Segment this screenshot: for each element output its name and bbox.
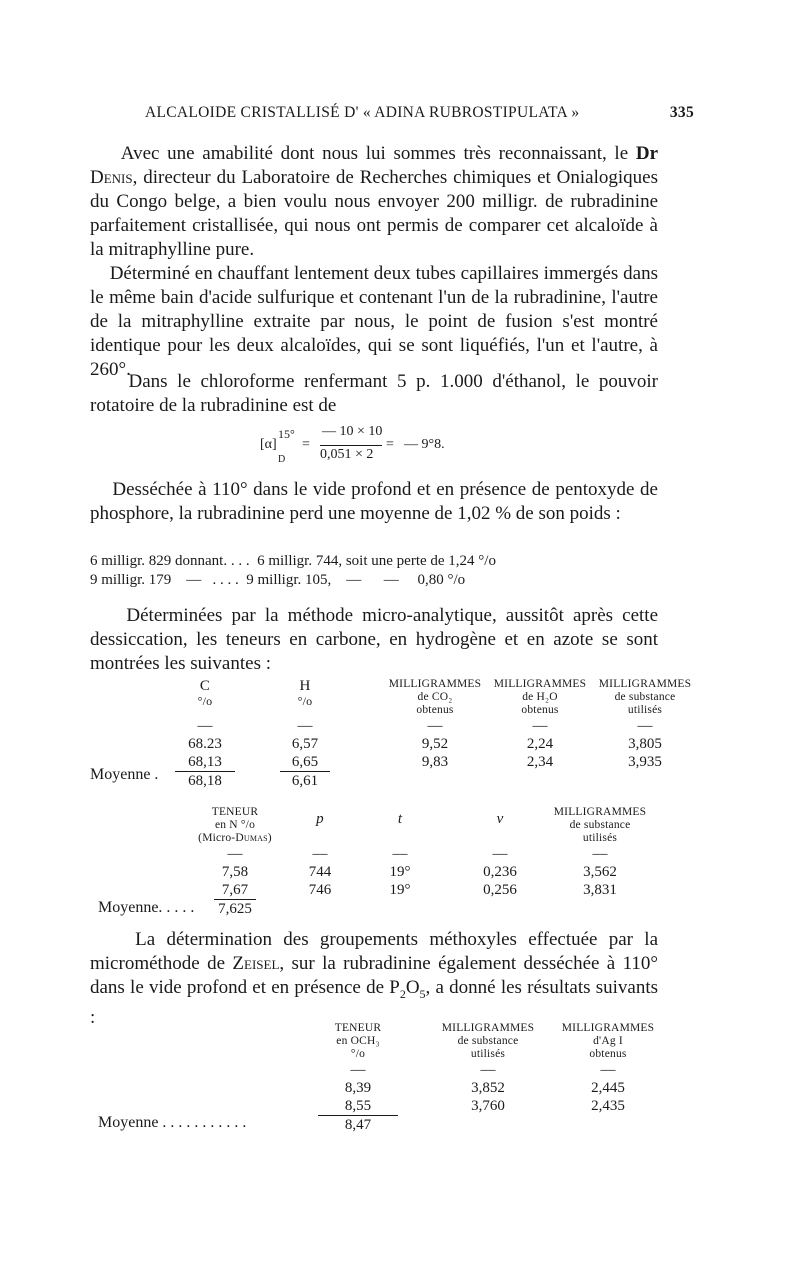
t2-header-n: TENEUR en N °/o (Micro-Dumas) [198, 806, 272, 844]
running-title: ALCALOIDE CRISTALLISÉ D' « ADINA RUBROSTIPULATA » [145, 104, 580, 121]
t3-header-och3: TENEUR en OCH₃ °/o [334, 1022, 382, 1060]
t1-cell: 6,57 [291, 736, 319, 752]
p6-author-name: Zeisel [232, 953, 280, 974]
t3-header-agi: MILLIGRAMMES d'Ag I obtenus [561, 1022, 655, 1060]
t1-header-c: C °/o [197, 678, 213, 708]
p6-text-b: , sur la rubradinine également desséchée à 110° dans le vide profond et en présence de P [90, 953, 658, 998]
t1-mean-h: 6,61 [291, 773, 319, 789]
t2-cell: 7,67 [214, 881, 256, 900]
p6-text-c: , a donné les résultats suivants : [90, 977, 658, 1028]
t1-header-substance: MILLIGRAMMES de substance utilisés [598, 678, 692, 716]
p2-text: Déterminé en chauffant lentement deux tubes capillaires immergés dans le même bain d'acide sulfurique et contenant l'un de la rubradinine, l'autre de la mitraphylline extraite par nous, le point de fusion s'est montré identique pour les deux alcaloïdes, qui se sont liquéfiés, l'un et l'autre, à 260°. [90, 263, 658, 380]
t3-cell: 3,760 [471, 1098, 505, 1114]
paragraph-3 [90, 370, 658, 418]
table-mean-row [175, 772, 695, 791]
t1-cell: 6,65 [280, 753, 330, 772]
t2-cell: 19° [389, 864, 411, 880]
paragraph-5 [90, 604, 658, 676]
p1-dr: Dr [635, 143, 658, 164]
t1-cell: 2,24 [526, 736, 554, 752]
t2-header-substance: MILLIGRAMMES de substance utilisés [553, 806, 647, 844]
t1-dash: — [637, 718, 653, 734]
t2-dash: — [392, 846, 408, 862]
p5-text: Déterminées par la méthode micro-analytique, aussitôt après cette dessiccation, les teneurs en carbone, en hydrogène et en azote se sont montrées les suivantes : [90, 605, 658, 674]
rotation-formula [256, 424, 516, 474]
t2-dash: — [592, 846, 608, 862]
table-row [318, 1097, 658, 1116]
table-methoxyl-analysis [318, 1022, 658, 1134]
t1-dash: — [427, 718, 443, 734]
t1-cell: 3,805 [628, 736, 662, 752]
t1-cell: 3,935 [628, 754, 662, 770]
t1-header-co2: MILLIGRAMMES de CO₂ obtenus [388, 678, 482, 716]
p6-subscript-5: 5 [419, 986, 426, 1001]
t2-dash: — [492, 846, 508, 862]
table-nitrogen-analysis [175, 806, 655, 918]
t2-cell: 3,831 [583, 882, 617, 898]
t1-cell: 68.23 [188, 736, 222, 752]
t1-header-h: H °/o [297, 678, 313, 708]
p1-author-name: Denis [90, 167, 133, 188]
t2-cell: 7,58 [221, 864, 249, 880]
t3-cell: 2,435 [591, 1098, 625, 1114]
p1-text-b: , directeur du Laboratoire de Recherches chimiques et Onialogiques du Congo belge, a bien voulu nous envoyer 200 milligr. de rubradinine parfaitement cristallisée, qui nous ont permis de comparer cet alcaloïde à la mitraphylline pure. [90, 167, 658, 260]
moisture-line-1: 6 milligr. 829 donnant. . . . 6 milligr. 744, soit une perte de 1,24 °/o [90, 553, 496, 569]
t2-header-v: v [496, 811, 504, 827]
t1-mean-label: Moyenne . [90, 766, 159, 783]
t3-mean-label: Moyenne . . . . . . . . . . . [98, 1114, 247, 1131]
page-number: 335 [669, 104, 694, 121]
formula-equals-1: = [302, 437, 310, 452]
t3-mean-och3: 8,47 [344, 1117, 372, 1133]
t3-dash: — [480, 1062, 496, 1078]
formula-denominator: 0,051 × 2 [320, 447, 374, 462]
table-row [318, 1079, 658, 1097]
paragraph-4 [90, 478, 658, 526]
formula-alpha: [α] [260, 437, 277, 452]
table-row [175, 863, 655, 881]
t3-cell: 2,445 [591, 1080, 625, 1096]
t3-header-substance: MILLIGRAMMES de substance utilisés [441, 1022, 535, 1060]
t2-mean-n: 7,625 [218, 901, 252, 917]
table-row [175, 735, 695, 753]
t2-header-t: t [397, 811, 403, 827]
t1-cell: 68,13 [175, 753, 235, 772]
t1-cell: 9,52 [421, 736, 449, 752]
t2-cell: 744 [308, 864, 332, 880]
moisture-line-2: 9 milligr. 179 — . . . . 9 milligr. 105, — — 0,80 °/o [90, 572, 466, 588]
t2-cell: 19° [389, 882, 411, 898]
t3-cell: 8,39 [344, 1080, 372, 1096]
t2-dash: — [312, 846, 328, 862]
p4-text: Desséchée à 110° dans le vide profond et en présence de pentoxyde de phosphore, la rubradinine perd une moyenne de 1,02 % de son poids : [90, 479, 658, 524]
formula-d-line: D [278, 454, 286, 465]
formula-result: — 9°8. [404, 437, 445, 452]
t2-mean-label: Moyenne. . . . . [98, 899, 195, 916]
t2-cell: 0,256 [483, 882, 517, 898]
t2-dash: — [227, 846, 243, 862]
paragraph-1 [90, 142, 658, 262]
t1-dash: — [197, 718, 213, 734]
t3-dash: — [600, 1062, 616, 1078]
p6-text-a: La détermination des groupements méthoxyles effectuée par la microméthode de [90, 929, 659, 974]
table-row [175, 881, 655, 900]
t3-cell: 3,852 [471, 1080, 505, 1096]
t1-dash: — [532, 718, 548, 734]
t3-dash: — [350, 1062, 366, 1078]
t1-header-h2o: MILLIGRAMMES de H₂O obtenus [493, 678, 587, 716]
formula-numerator: — 10 × 10 [322, 424, 383, 439]
t2-header-p: p [316, 811, 324, 827]
p3-text: Dans le chloroforme renfermant 5 p. 1.000 d'éthanol, le pouvoir rotatoire de la rubradinine est de [90, 371, 659, 416]
t2-cell: 0,236 [483, 864, 517, 880]
p1-text-a: Avec une amabilité dont nous lui sommes très reconnaissant, le [120, 143, 636, 164]
table-mean-row [318, 1116, 658, 1135]
paragraph-6 [90, 928, 658, 1030]
paragraph-2 [90, 262, 658, 382]
p6-subscript-2: 2 [399, 986, 406, 1001]
formula-temperature: 15° [278, 427, 295, 441]
t1-mean-c: 68,18 [188, 773, 222, 789]
table-mean-row [175, 900, 655, 918]
table-elemental-analysis [175, 678, 695, 790]
table-row [175, 753, 695, 772]
t1-dash: — [297, 718, 313, 734]
t2-cell: 746 [308, 882, 332, 898]
formula-equals-2: = [386, 437, 394, 452]
t2-cell: 3,562 [583, 864, 617, 880]
t1-cell: 2,34 [526, 754, 554, 770]
formula-fraction-bar [320, 445, 382, 446]
t1-cell: 9,83 [421, 754, 449, 770]
p6-oxygen: O [405, 977, 420, 998]
t3-cell: 8,55 [318, 1097, 398, 1116]
